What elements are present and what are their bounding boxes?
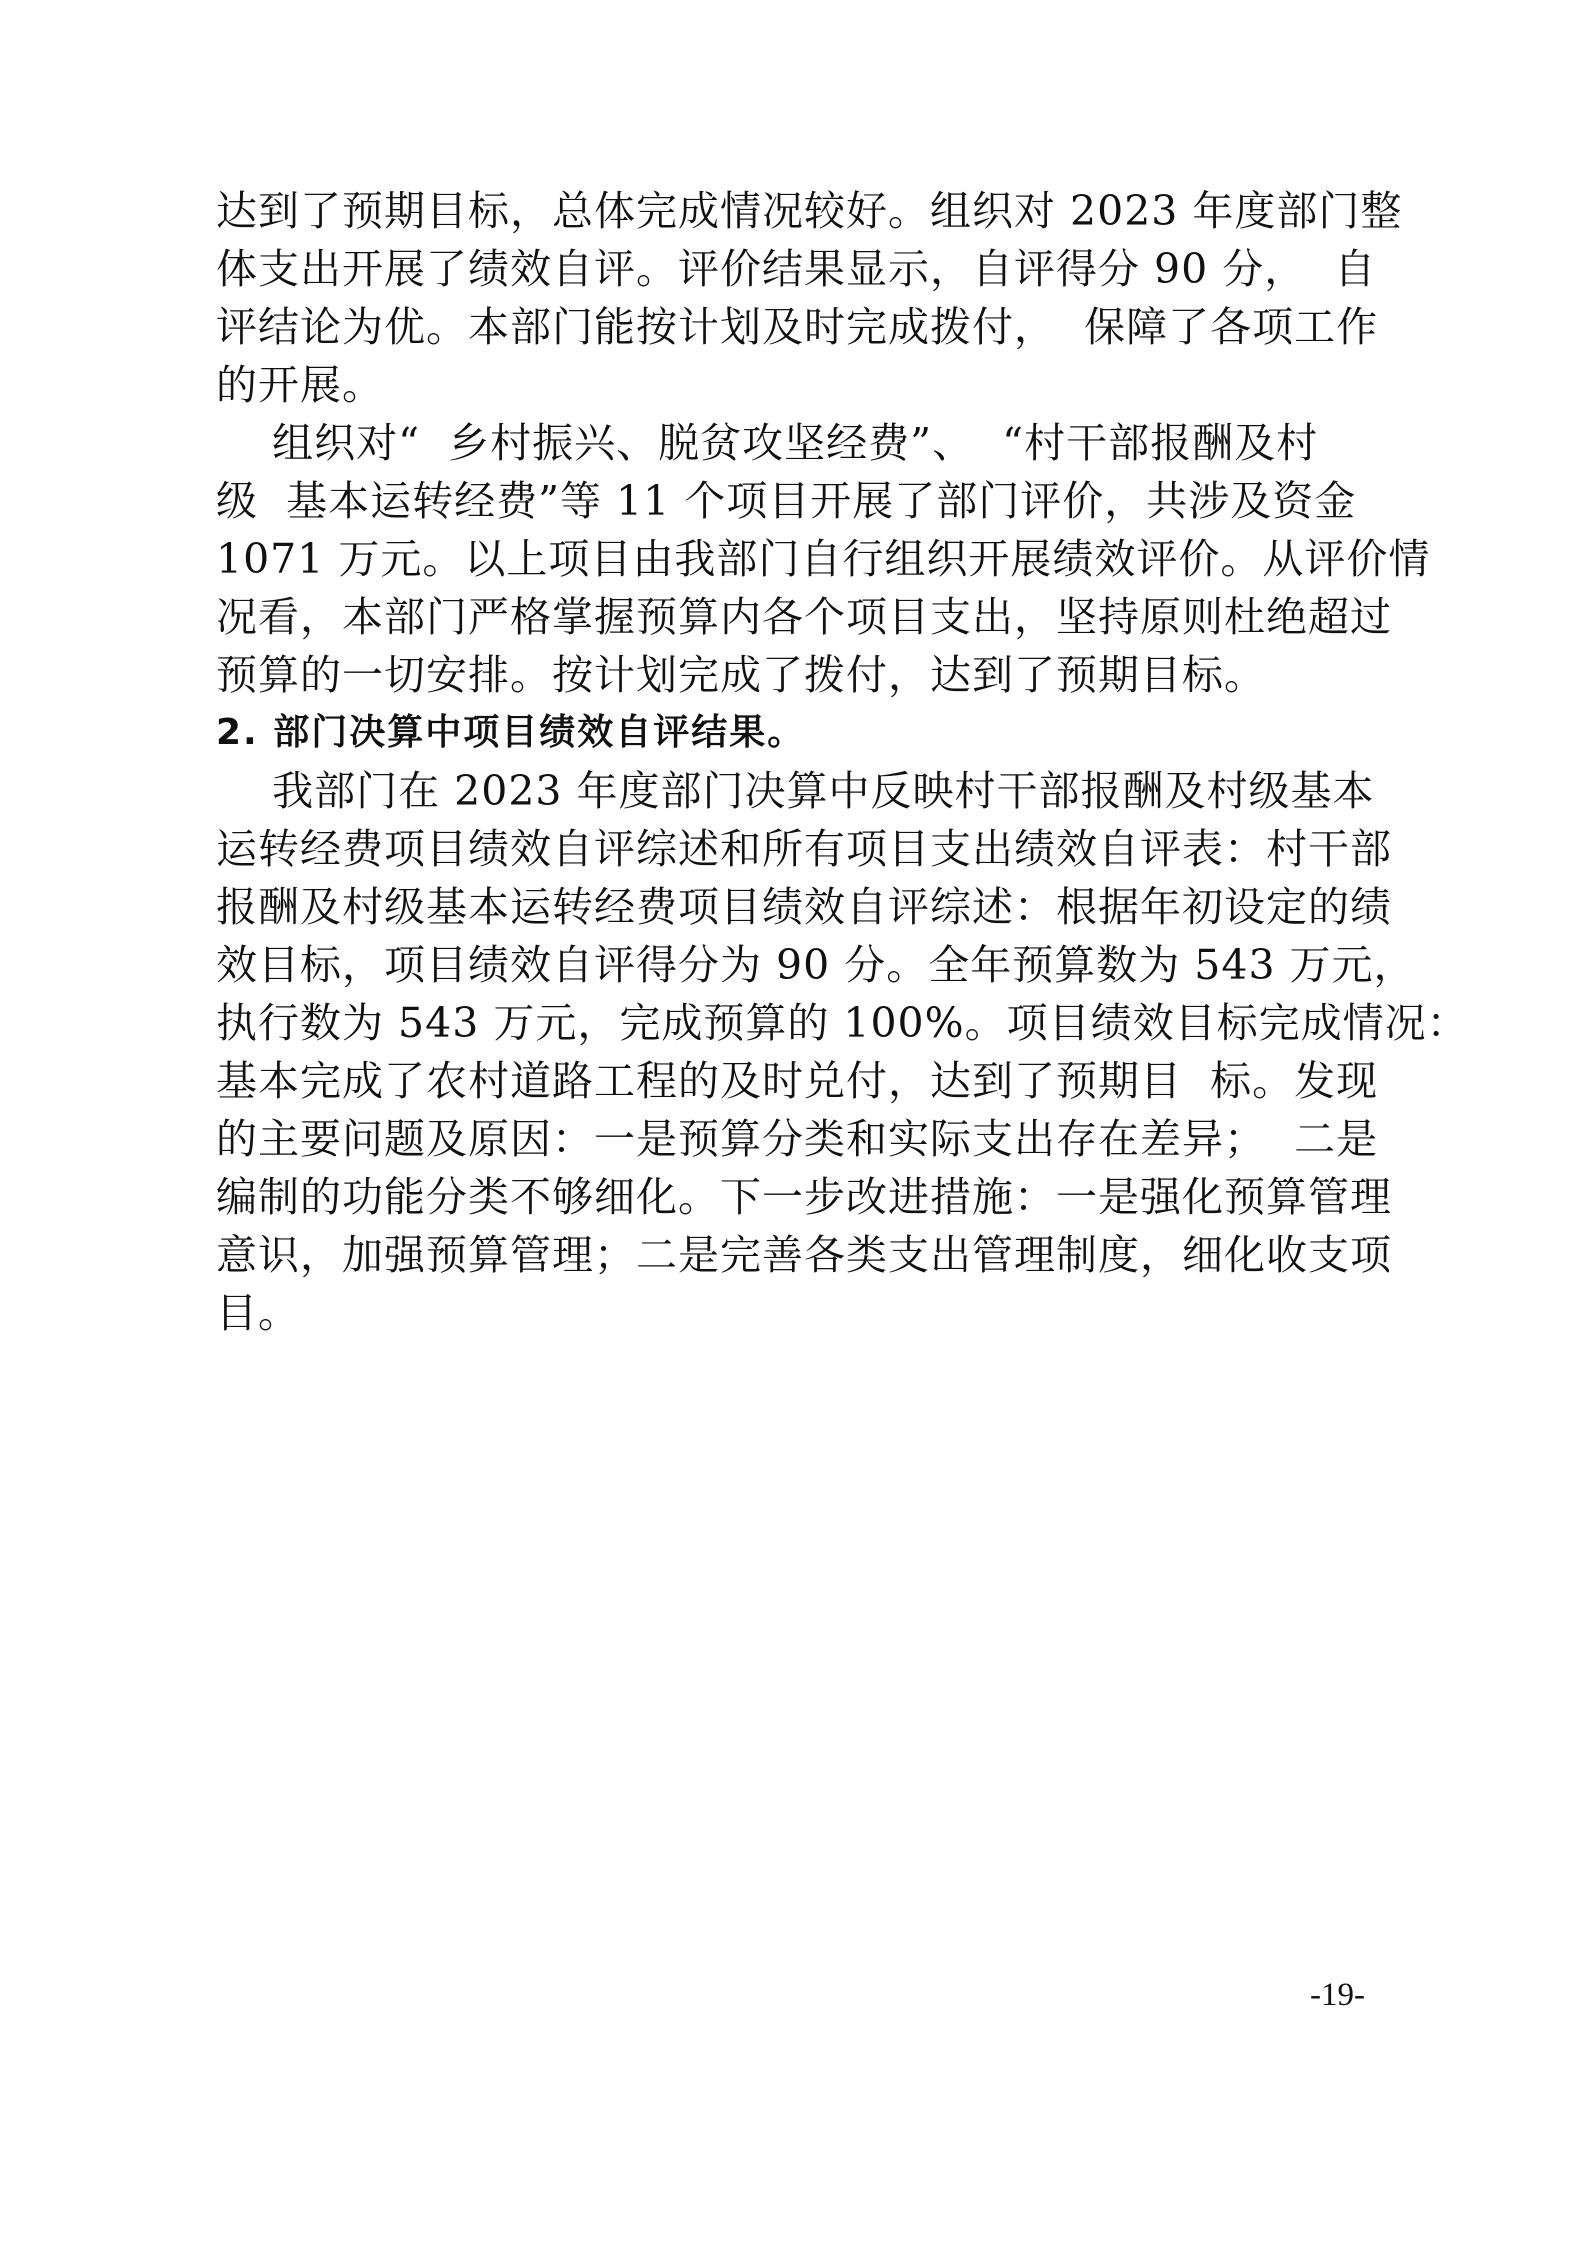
body-text-line: 基本完成了农村道路工程的及时兑付，达到了预期目 标。发现 [216,1057,1379,1105]
body-text-line: 效目标，项目绩效自评得分为 90 分。全年预算数为 543 万元， [216,941,1416,989]
body-text-line: 体支出开展了绩效自评。评价结果显示，自评得分 90 分， 自 [216,245,1377,293]
body-text-line: 达到了预期目标，总体完成情况较好。组织对 2023 年度部门整 [216,187,1403,235]
body-text-line: 执行数为 543 万元，完成预算的 100%。项目绩效目标完成情况： [216,999,1469,1047]
body-text-line: 评结论为优。本部门能按计划及时完成拨付， 保障了各项工作 [216,303,1379,351]
body-text-line: 运转经费项目绩效自评综述和所有项目支出绩效自评表：村干部 [216,825,1392,873]
section-heading: 2. 部门决算中项目绩效自评结果。 [216,712,806,753]
body-text-line: 的开展。 [216,361,384,409]
body-text-line: 组织对“ 乡村振兴、脱贫攻坚经费”、 “村干部报酬及村 [216,419,1319,467]
body-text-line: 预算的一切安排。按计划完成了拨付，达到了预期目标。 [216,651,1266,699]
body-text-line: 目。 [216,1289,300,1337]
body-text-line: 我部门在 2023 年度部门决算中反映村干部报酬及村级基本 [216,767,1375,815]
body-text-line: 况看，本部门严格掌握预算内各个项目支出，坚持原则杜绝超过 [216,593,1392,641]
body-text-line: 级 基本运转经费”等 11 个项目开展了部门评价，共涉及资金 [216,477,1357,525]
body-text-line: 的主要问题及原因：一是预算分类和实际支出存在差异； 二是 [216,1115,1379,1163]
body-text-line: 意识，加强预算管理；二是完善各类支出管理制度，细化收支项 [216,1231,1392,1279]
document-body [216,182,1469,1342]
body-text-line: 报酬及村级基本运转经费项目绩效自评综述：根据年初设定的绩 [216,883,1392,931]
body-text-line: 编制的功能分类不够细化。下一步改进措施：一是强化预算管理 [216,1173,1392,1221]
body-text-line: 1071 万元。以上项目由我部门自行组织开展绩效评价。从评价情 [216,535,1431,583]
page-number: -19- [1310,1977,1365,2013]
